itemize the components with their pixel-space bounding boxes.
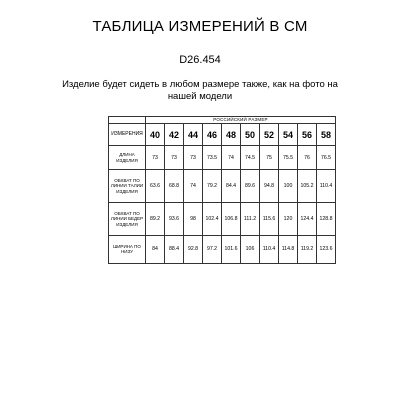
table-row — [109, 170, 336, 203]
row-label: ОБХВАТ ПО ЛИНИИ ТАЛИИ ИЗДЕЛИЯ — [109, 170, 146, 203]
value-cell: 93.6 — [165, 202, 184, 235]
value-cell: 106 — [241, 235, 260, 263]
value-cell: 75.5 — [279, 146, 298, 170]
table-row — [109, 202, 336, 235]
row-label: ДЛИНА ИЗДЕЛИЯ — [109, 146, 146, 170]
value-cell: 102.4 — [203, 202, 222, 235]
header-blank-cell — [109, 117, 146, 124]
size-cell: 54 — [279, 123, 298, 146]
value-cell: 89.6 — [241, 170, 260, 203]
value-cell: 101.6 — [222, 235, 241, 263]
fit-note: Изделие будет сидеть в любом размере также, как на фото на нашей модели — [62, 79, 338, 102]
value-cell: 76 — [298, 146, 317, 170]
size-cell: 46 — [203, 123, 222, 146]
value-cell: 74 — [222, 146, 241, 170]
value-cell: 110.4 — [317, 170, 336, 203]
value-cell: 97.2 — [203, 235, 222, 263]
value-cell: 88.4 — [165, 235, 184, 263]
value-cell: 120 — [279, 202, 298, 235]
value-cell: 75 — [260, 146, 279, 170]
value-cell: 106.8 — [222, 202, 241, 235]
value-cell: 73.5 — [203, 146, 222, 170]
size-cell: 58 — [317, 123, 336, 146]
value-cell: 68.8 — [165, 170, 184, 203]
value-cell: 124.4 — [298, 202, 317, 235]
size-row — [109, 123, 336, 146]
value-cell: 94.8 — [260, 170, 279, 203]
value-cell: 89.2 — [146, 202, 165, 235]
size-cell: 48 — [222, 123, 241, 146]
value-cell: 84.4 — [222, 170, 241, 203]
value-cell: 114.8 — [279, 235, 298, 263]
table-row — [109, 146, 336, 170]
size-cell: 52 — [260, 123, 279, 146]
row-label: ШИРИНА ПО НИЗУ — [109, 235, 146, 263]
size-cell: 40 — [146, 123, 165, 146]
size-cell: 50 — [241, 123, 260, 146]
value-cell: 115.6 — [260, 202, 279, 235]
value-cell: 100 — [279, 170, 298, 203]
value-cell: 98 — [184, 202, 203, 235]
value-cell: 73 — [184, 146, 203, 170]
page-title: ТАБЛИЦА ИЗМЕРЕНИЙ В СМ — [92, 18, 308, 35]
value-cell: 73 — [165, 146, 184, 170]
value-cell: 92.8 — [184, 235, 203, 263]
value-cell: 110.4 — [260, 235, 279, 263]
table-row — [109, 235, 336, 263]
value-cell: 63.6 — [146, 170, 165, 203]
value-cell: 111.2 — [241, 202, 260, 235]
value-cell: 76.5 — [317, 146, 336, 170]
value-cell: 73 — [146, 146, 165, 170]
group-header-row — [109, 117, 336, 124]
size-cell: 56 — [298, 123, 317, 146]
russian-size-header: РОССИЙСКИЙ РАЗМЕР — [146, 117, 336, 124]
size-cell: 44 — [184, 123, 203, 146]
row-label: ОБХВАТ ПО ЛИНИИ БЕДЕР ИЗДЕЛИЯ — [109, 202, 146, 235]
size-chart-table — [108, 116, 336, 264]
value-cell: 79.2 — [203, 170, 222, 203]
value-cell: 84 — [146, 235, 165, 263]
value-cell: 74.5 — [241, 146, 260, 170]
value-cell: 74 — [184, 170, 203, 203]
value-cell: 105.2 — [298, 170, 317, 203]
value-cell: 123.6 — [317, 235, 336, 263]
value-cell: 128.8 — [317, 202, 336, 235]
size-cell: 42 — [165, 123, 184, 146]
measurements-header: ИЗМЕРЕНИЯ — [109, 123, 146, 146]
value-cell: 119.2 — [298, 235, 317, 263]
product-code: D26.454 — [179, 54, 221, 66]
